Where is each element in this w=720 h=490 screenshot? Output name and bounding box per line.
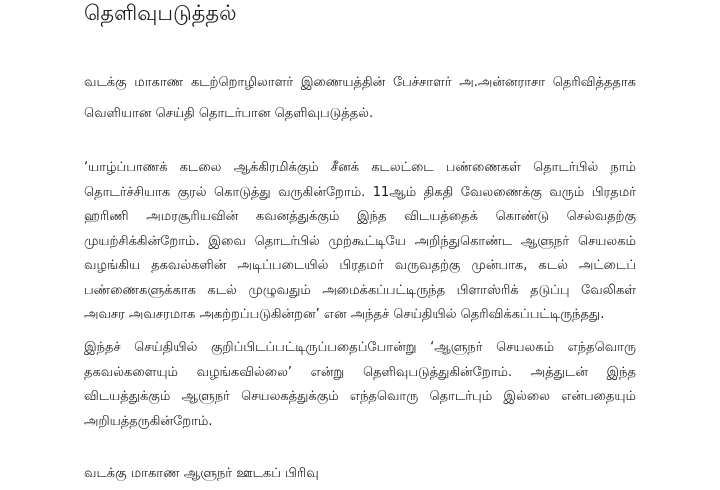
document-title: தெளிவுபடுத்தல் xyxy=(84,1,237,25)
quote-paragraph: ‘யாழ்ப்பாணக் கடலை ஆக்கிரமிக்கும் சீனக் கடலட்டை பண்ணைகள் தொடர்பில் நாம் தொடர்ச்சியாக குரல் கொடுத்து வருகின்றோம். 11ஆம் திகதி வேலணைக்கு வரும் பிரதமர் ஹரிணி அமரசூரியவின் கவனத்துக்கும் இந்த விடயத்தைக் கொண்டு செல்வதற்கு முயற்சிக்கின்றோம். இவை தொடர்பில் முற்கூட்டியே அறிந்துகொண்ட ஆளுநர் செயலகம் வழங்கிய தகவல்களின் அடிப்படையில் பிரதமர் வருவதற்கு முன்பாக, கடல் அட்டைப் பண்ணைகளுக்காக கடல் முழுவதும் அமைக்கப்பட்டிருந்த பிளாஸ்ரிக் தடுப்பு வேலிகள் அவசர அவசரமாக அகற்றப்படுகின்றன’ என அந்தச் செய்தியில் தெரிவிக்கப்பட்டிருந்தது. xyxy=(84,160,636,322)
clarification-paragraph: இந்தச் செய்தியில் குறிப்பிடப்பட்டிருப்பதைப்போன்று ‘ஆளுநர் செயலகம் எந்தவொரு தகவல்களையும் வழங்கவில்லை’ என்று தெளிவுபடுத்துகின்றோம். அத்துடன் இந்த விடயத்துக்கும் ஆளுநர் செயலகத்துக்கும் எந்தவொரு தொடர்பும் இல்லை என்பதையும் அறியத்தருகின்றோம். xyxy=(84,340,636,429)
intro-paragraph: வடக்கு மாகாண கடற்றொழிலாளர் இணையத்தின் பேச்சாளர் அ.அன்னராசா தெரிவித்ததாக வெளியான செய்தி தொடர்பான தெளிவுபடுத்தல். xyxy=(84,75,636,121)
issuer-signature: வடக்கு மாகாண ஆளுநர் ஊடகப் பிரிவு xyxy=(84,466,319,481)
